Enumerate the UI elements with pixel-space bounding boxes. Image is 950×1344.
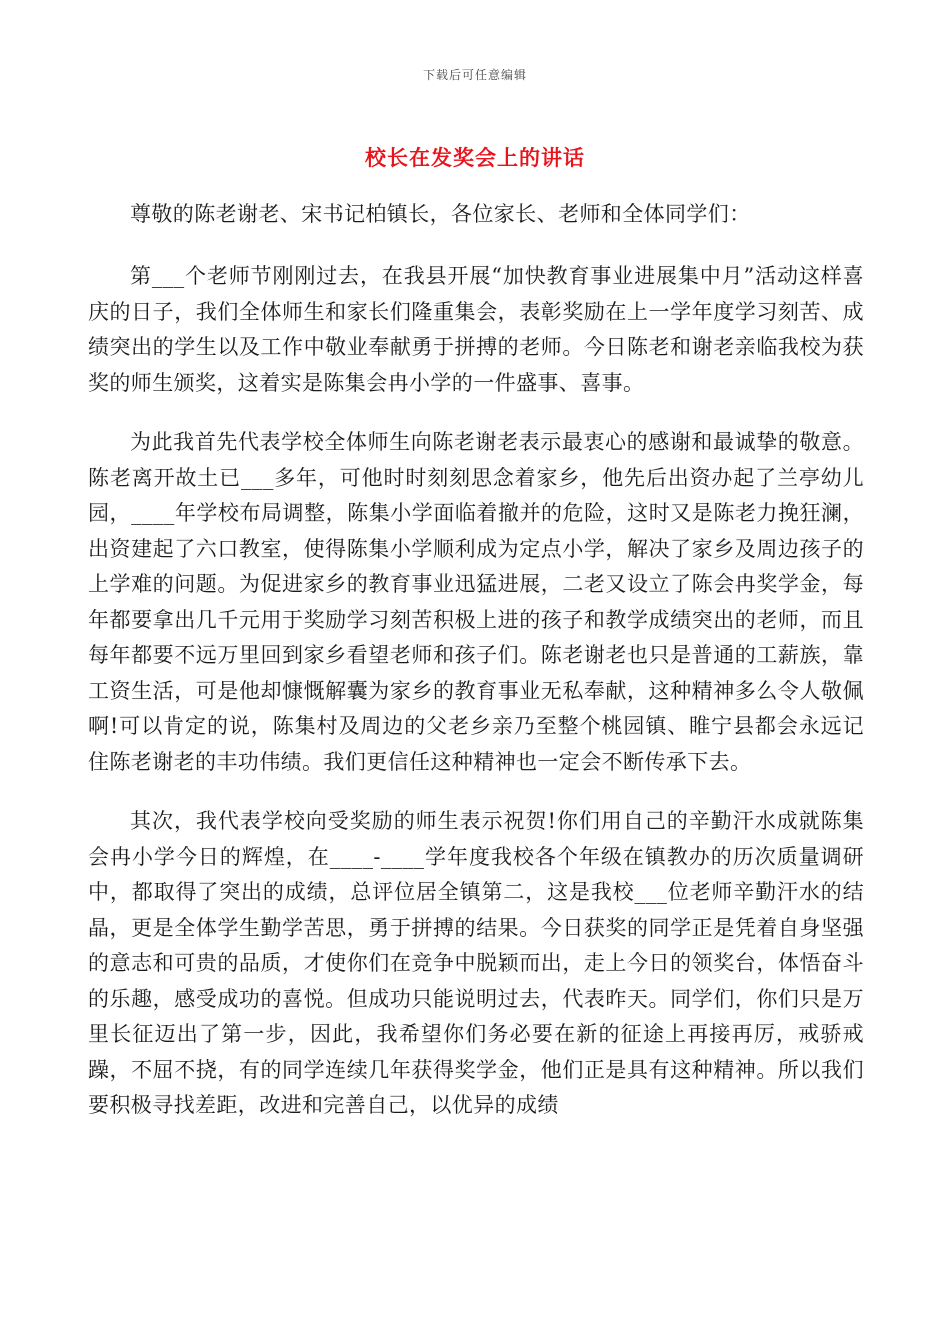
paragraph-1: 第___个老师节刚刚过去，在我县开展“加快教育事业进展集中月”活动这样喜庆的日子，我们全体师生和家长们隆重集会，表彰奖励在上一学年度学习刻苦、成绩突出的学生以及工作中敬业奉献勇于拼搏的老师。今日陈老和谢老亲临我校为获奖的师生颁奖，这着实是陈集会冉小学的一件盛事、喜事。 (88, 264, 864, 395)
document-title: 校长在发奖会上的讲话 (365, 145, 585, 170)
paragraph-2: 为此我首先代表学校全体师生向陈老谢老表示最衷心的感谢和最诚挚的敬意。陈老离开故土已___多年，可他时时刻刻思念着家乡，他先后出资办起了兰亭幼儿园，____年学校布局调整，陈集小学面临着撤并的危险，这时又是陈老力挽狂澜，出资建起了六口教室，使得陈集小学顺利成为定点小学，解决了家乡及周边孩子的上学难的问题。为促进家乡的教育事业迅猛进展，二老又设立了陈会冉奖学金，每年都要拿出几千元用于奖励学习刻苦积极上进的孩子和教学成绩突出的老师，而且每年都要不远万里回到家乡看望老师和孩子们。陈老谢老也只是普通的工薪族，靠工资生活，可是他却慷慨解囊为家乡的教育事业无私奉献，这种精神多么令人敬佩啊!可以肯定的说，陈集村及周边的父老乡亲乃至整个桃园镇、睢宁县都会永远记住陈老谢老的丰功伟绩。我们更信任这种精神也一定会不断传承下去。 (88, 430, 864, 774)
document-body (88, 194, 864, 1124)
greeting-line: 尊敬的陈老谢老、宋书记柏镇长，各位家长、老师和全体同学们： (130, 202, 751, 226)
paragraph-3: 其次，我代表学校向受奖励的师生表示祝贺!你们用自己的辛勤汗水成就陈集会冉小学今日的辉煌，在____-____学年度我校各个年级在镇教办的历次质量调研中，都取得了突出的成绩，总评位居全镇第二，这是我校___位老师辛勤汗水的结晶，更是全体学生勤学苦思，勇于拼搏的结果。今日获奖的同学正是凭着自身坚强的意志和可贵的品质，才使你们在竞争中脱颖而出，走上今日的领奖台，体悟奋斗的乐趣，感受成功的喜悦。但成功只能说明过去，代表昨天。同学们，你们只是万里长征迈出了第一步，因此，我希望你们务必要在新的征途上再接再厉，戒骄戒躁，不屈不挠，有的同学连续几年获得奖学金，他们正是具有这种精神。所以我们要积极寻找差距，改进和完善自己，以优异的成绩 (88, 809, 864, 1117)
header-note: 下载后可任意编辑 (422, 68, 527, 82)
